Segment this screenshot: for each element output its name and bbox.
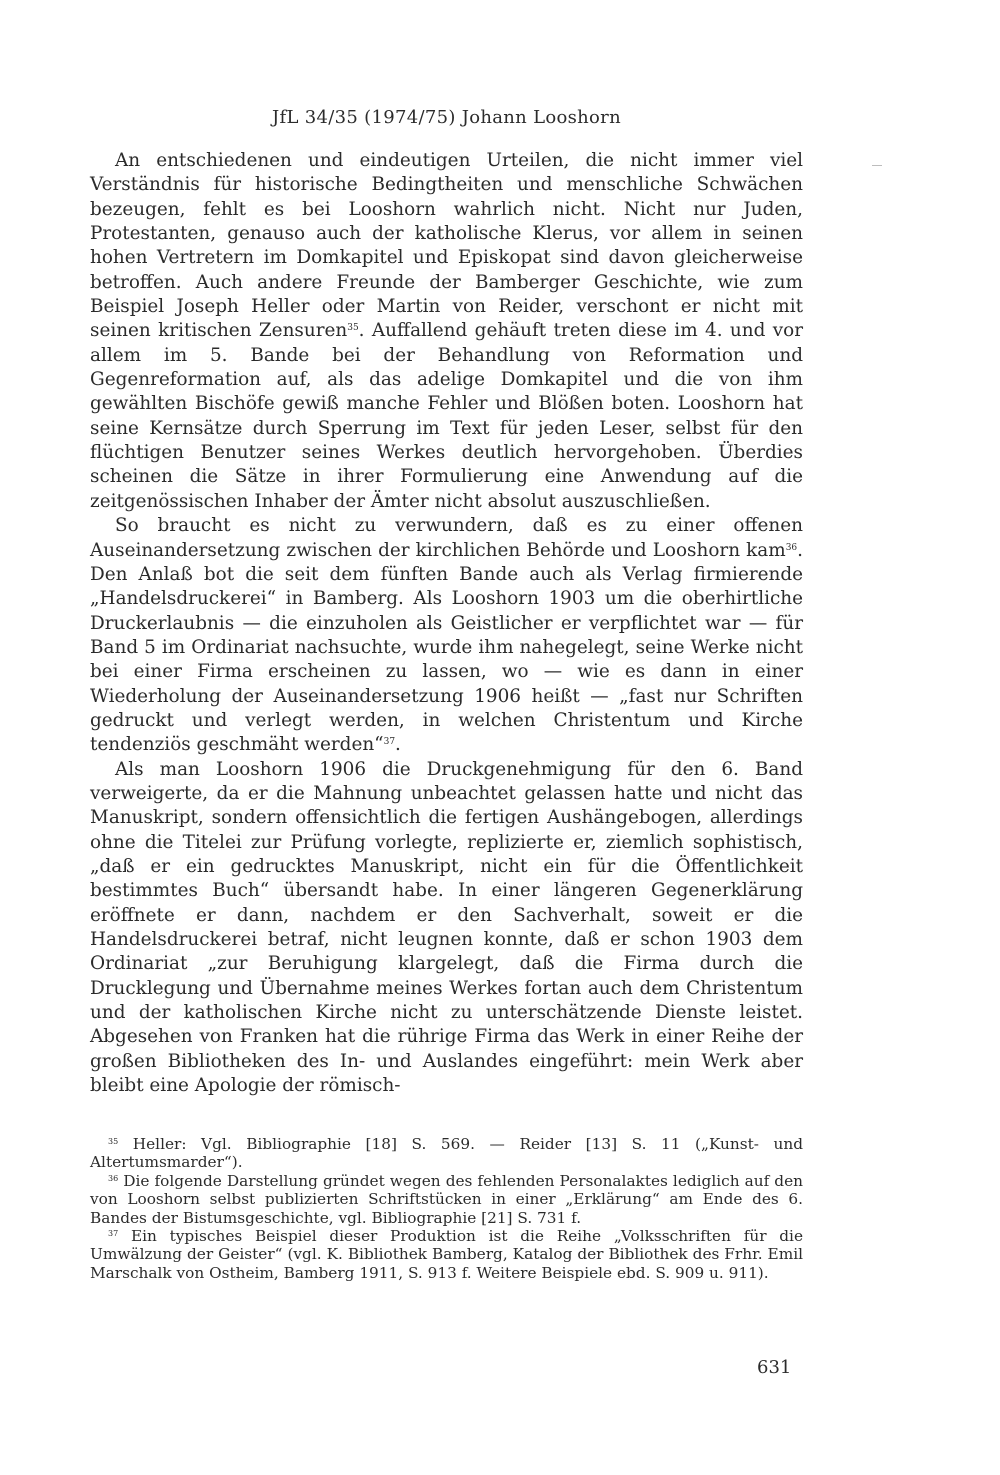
paragraph-2 [90,514,803,757]
paragraph-text: So braucht es nicht zu verwundern, daß es zu einer offenen Auseinandersetzung zwischen der kirchlichen Behörde und Looshorn kam [90,515,803,561]
margin-mark [872,165,882,166]
paragraph-text: An entschiedenen und eindeutigen Urteilen, die nicht immer viel Verständnis für historische Bedingtheiten und menschliche Schwächen bezeugen, fehlt es bei Looshorn wahrlich nicht. Nicht nur Juden, Protestanten, genauso auch der katholische Klerus, vor allem in seinen hohen Vertretern im Domkapitel und Episkopat sind davon gleicherweise betroffen. Auch andere Freunde der Bamberger Geschichte, wie zum Beispiel Joseph Heller oder Martin von Reider, verschont er nicht mit seinen kritischen Zensuren [90,150,803,342]
footnote-ref-35[interactable]: 35 [347,323,359,334]
footnote-36 [90,1172,803,1227]
footnote-number: 35 [108,1137,119,1146]
paragraph-text: . Auffallend gehäuft treten diese im 4. und vor allem im 5. Bande bei der Behandlung von Reformation und Gegenreformation auf, als das adelige Domkapitel und die von ihm gewählten Bischöfe gewiß manche Fehler und Blößen boten. Looshorn hat seine Kernsätze durch Sperrung im Text für jeden Leser, selbst für den flüchtigen Benutzer seines Werkes deutlich hervorgehoben. Überdies scheinen die Sätze in ihrer Formulierung eine Anwendung auf die zeitgenössischen Inhaber der Ämter nicht absolut auszuschließen. [90,320,803,512]
footnote-text: Heller: Vgl. Bibliographie [18] S. 569. — Reider [13] S. 11 („Kunst- und Altertumsmarder“). [90,1135,803,1172]
paragraph-text: Als man Looshorn 1906 die Druckgenehmigung für den 6. Band verweigerte, da er die Mahnung unbeachtet gelassen hatte und nicht das Manuskript, sondern offensichtlich die fertigen Aushängebogen, allerdings ohne die Titelei zur Prüfung vorlegte, replizierte er, ziemlich sophistisch, „daß er ein gedrucktes Manuskript, nicht ein für die Öffentlichkeit bestimmtes Buch“ übersandt habe. In einer längeren Gegenerklärung eröffnete er dann, nachdem er den Sachverhalt, soweit er die Handelsdruckerei betraf, nicht leugnen konnte, daß er schon 1903 dem Ordinariat „zur Beruhigung klargelegt, daß die Firma durch die Drucklegung und Übernahme meines Werkes fortan auch dem Christentum und der katholischen Kirche nicht zu unterschätzende Dienste leistet. Abgesehen von Franken hat die rührige Firma das Werk in einer Reihe der großen Bibliotheken des In- und Auslandes eingeführt: mein Werk aber bleibt eine Apologie der römisch- [90,758,803,1097]
footnote-number: 36 [108,1173,119,1183]
footnote-35 [90,1135,803,1172]
footnote-37 [90,1227,803,1282]
body-text [90,149,803,1098]
running-head: JfL 34/35 (1974/75) Johann Looshorn [272,107,621,128]
paragraph-text: . Den Anlaß bot die seit dem fünften Bande auch als Verlag firmierende „Handelsdruckerei“ in Bamberg. Als Looshorn 1903 um die oberhirtliche Druckerlaubnis — die einzuholen als Geistlicher er verpflichtet war — für Band 5 im Ordinariat nachsuchte, wurde ihm nahegelegt, seine Werke nicht bei einer Firma erscheinen zu lassen, wo — wie es dann in einer Wiederholung der Auseinandersetzung 1906 heißt — „fast nur Schriften gedruckt und verlegt werden, in welchen Christentum und Kirche tendenziös geschmäht werden“ [90,539,803,756]
footnote-text: Die folgende Darstellung gründet wegen des fehlenden Personalaktes lediglich auf den von Looshorn selbst publizierten Schriftstücken in einer „Erklärung“ am Ende des 6. Bandes der Bistumsgeschichte, vgl. Bibliographie [21] S. 731 f. [90,1171,803,1227]
footnote-text: Ein typisches Beispiel dieser Produktion ist die Reihe „Volksschriften für die Umwälzung der Geister“ (vgl. K. Bibliothek Bamberg, Katalog der Bibliothek des Frhr. Emil Marschalk von Ostheim, Bamberg 1911, S. 913 f. Weitere Beispiele ebd. S. 909 u. 911). [90,1227,803,1282]
footnotes [90,1135,803,1282]
paragraph-1 [90,149,803,514]
paragraph-text: . [395,734,401,756]
footnote-number: 37 [108,1229,119,1239]
footnote-ref-37[interactable]: 37 [383,737,396,748]
footnote-ref-36[interactable]: 36 [785,542,798,553]
paragraph-3 [90,758,803,1099]
page-number: 631 [757,1357,792,1378]
